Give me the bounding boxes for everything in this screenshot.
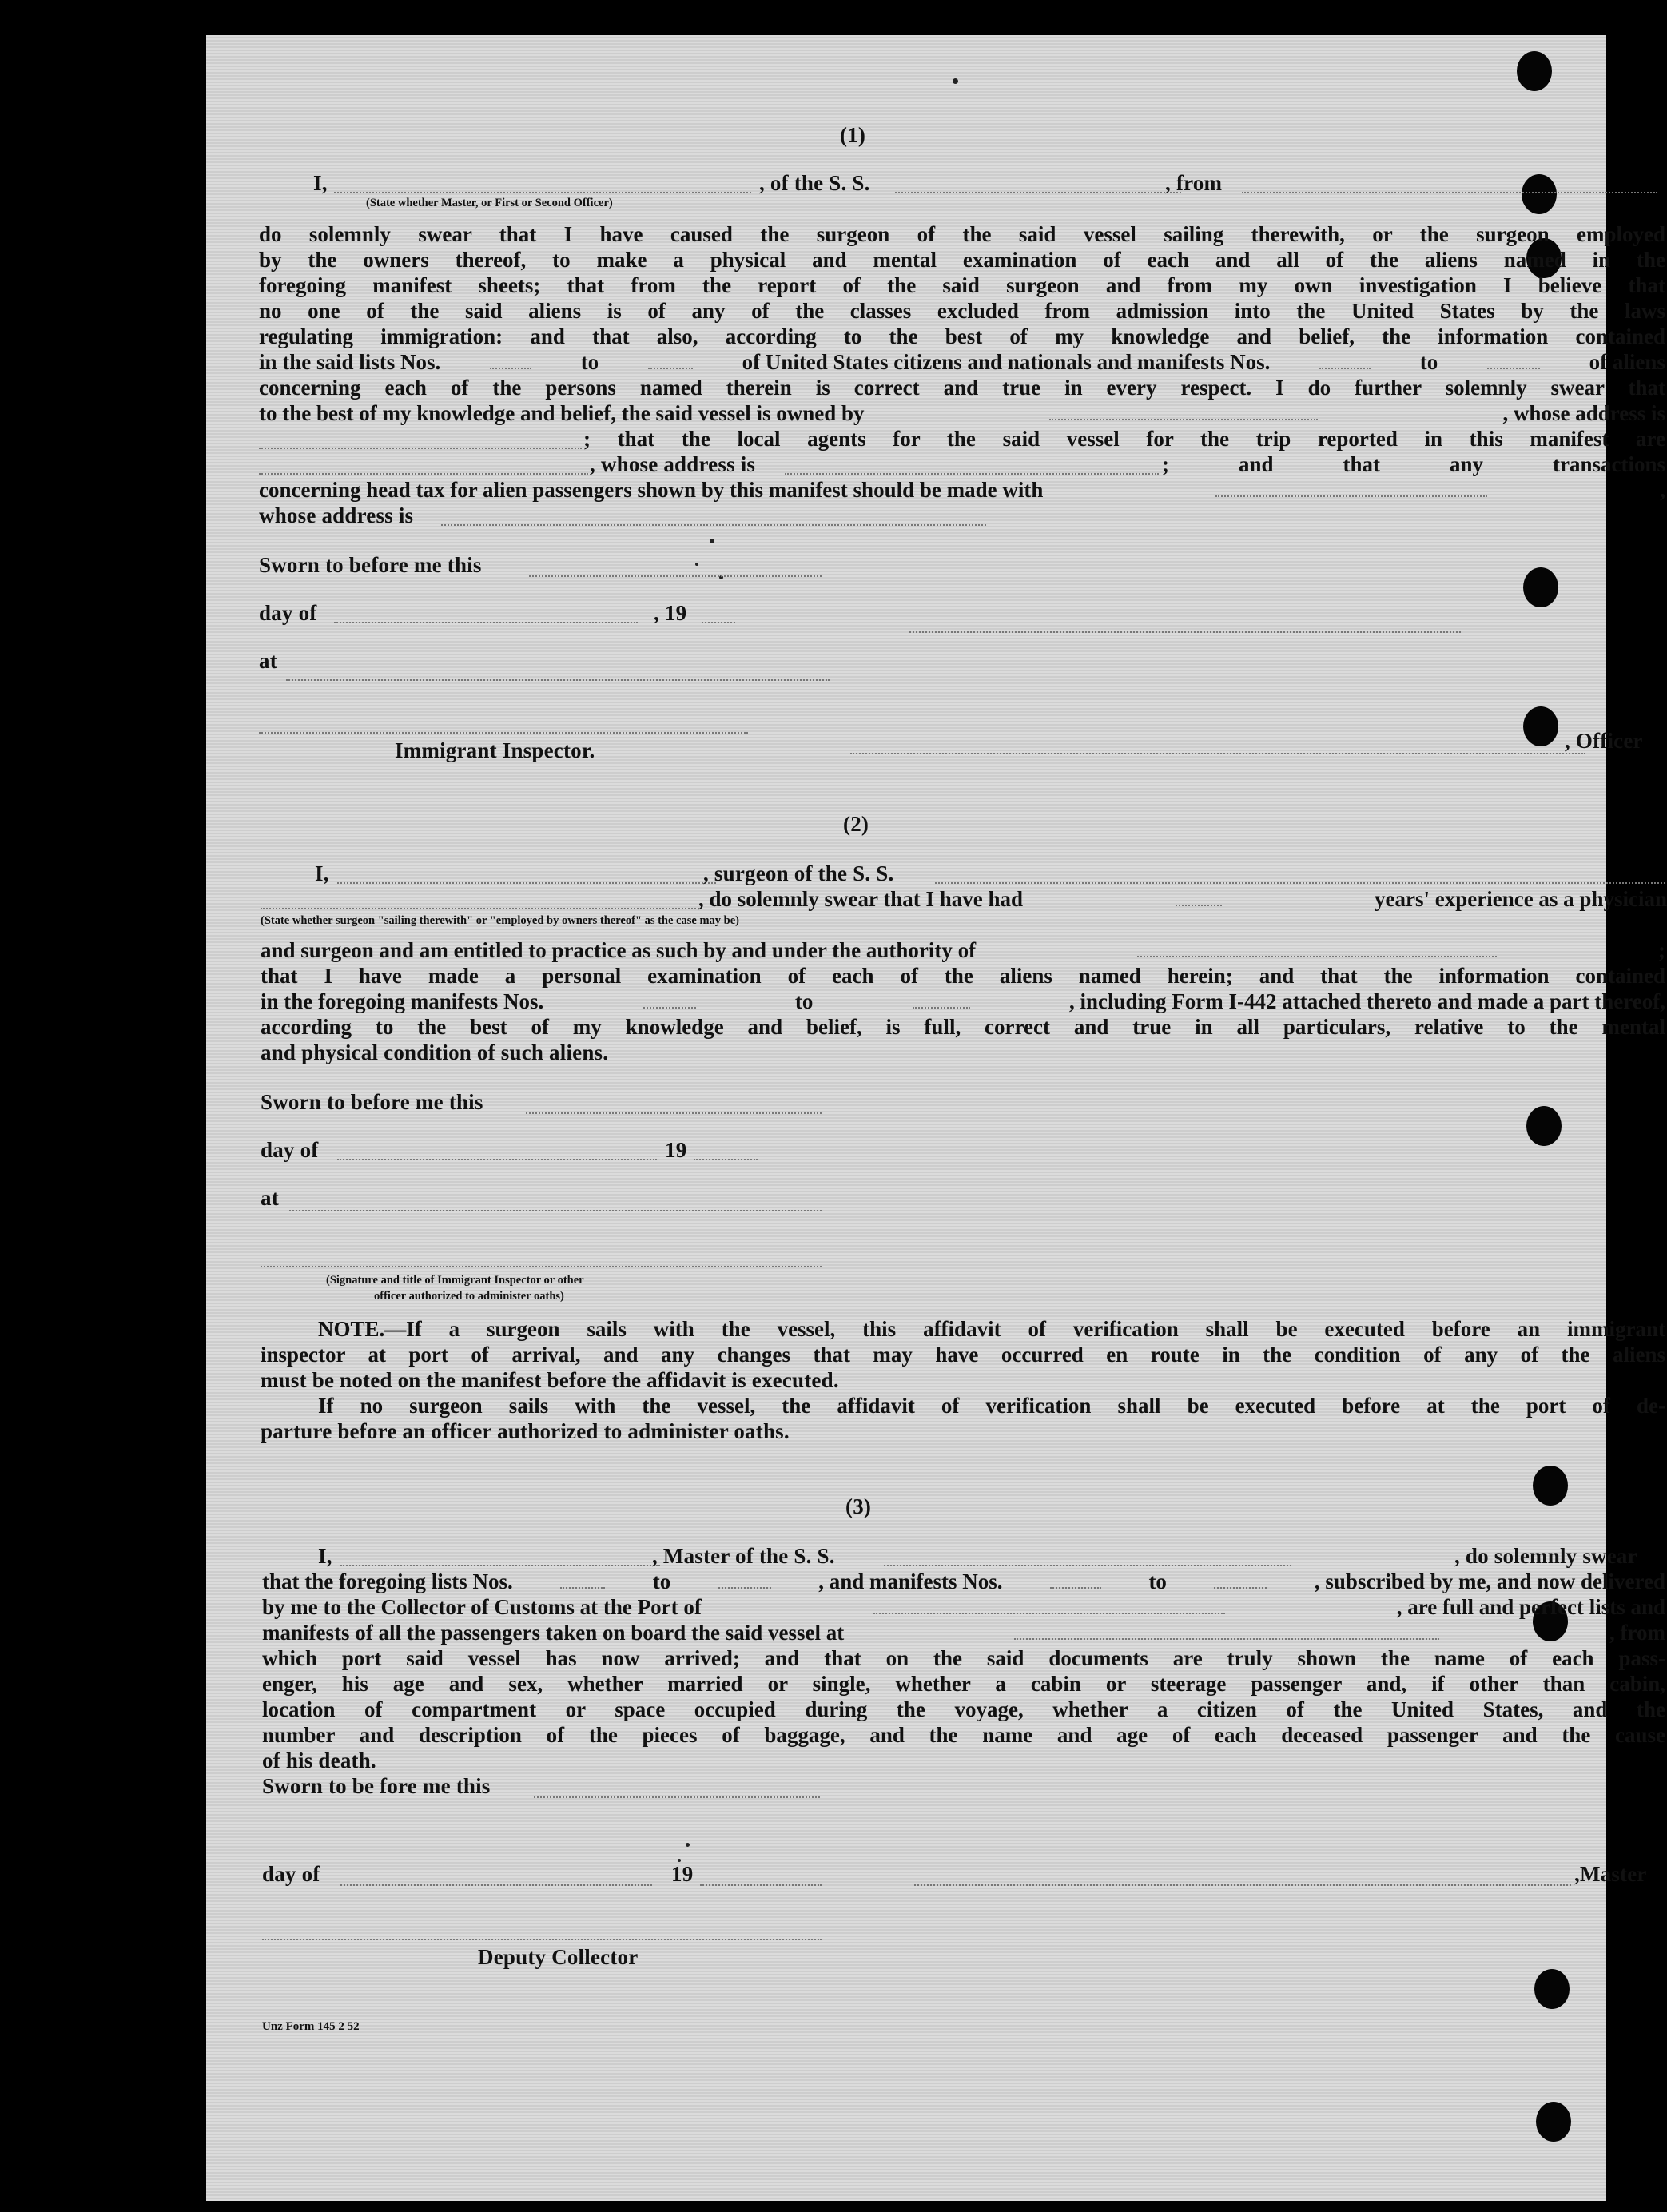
owner-address-field[interactable]	[259, 448, 582, 449]
s2-note-line: NOTE.—If a surgeon sails with the vessel, this affidavit of verification shall be executed before an immigrant	[318, 1317, 1665, 1341]
s3-sworn-date-field[interactable]	[534, 1796, 820, 1798]
s2-signature-caption: (Signature and title of Immigrant Inspector or other	[326, 1274, 584, 1287]
s2-para-line	[261, 938, 1665, 963]
s2-para-line	[261, 989, 1665, 1014]
s1-para-line: do solemnly swear that I have caused the surgeon of the said vessel sailing therewith, or the surgeon employed	[259, 222, 1665, 246]
s1-to2: to	[1419, 350, 1438, 374]
s2-manifests-to-field[interactable]	[913, 989, 970, 1009]
head-tax-field[interactable]	[1215, 478, 1487, 497]
s1-para-line: no one of the said aliens is of any of the classes excluded from admission into the United States by the laws	[259, 299, 1665, 323]
s3-from: , from	[1609, 1621, 1665, 1645]
s1-immigrant-inspector: Immigrant Inspector.	[395, 738, 595, 762]
s3-deputy-collector: Deputy Collector	[478, 1945, 639, 1969]
section-1-number: (1)	[840, 123, 866, 147]
section-3-number: (3)	[845, 1494, 872, 1518]
s2-sworn-date-field[interactable]	[526, 1112, 822, 1114]
s1-officer-signature-field[interactable]	[850, 753, 1585, 754]
s2-form-i442: , including Form I-442 attached thereto and made a part thereof,	[1069, 989, 1665, 1013]
s3-year: 19	[671, 1862, 694, 1886]
authority-field[interactable]	[1137, 938, 1497, 957]
s1-day-field[interactable]	[334, 622, 638, 623]
s3-para-line	[262, 1621, 1665, 1645]
head-tax-address-field[interactable]	[441, 524, 986, 526]
s1-note: (State whether Master, or First or Second Officer)	[366, 197, 613, 209]
s1-para-line: regulating immigration: and that also, according to the best of my knowledge and belief, the information contained	[259, 324, 1665, 348]
s3-solemnly-swear: , do solemnly swear	[1454, 1544, 1637, 1568]
punch-hole	[1523, 706, 1558, 746]
s1-para-line: concerning each of the persons named therein is correct and true in every respect. I do further solemnly swear that	[259, 376, 1665, 400]
s1-agents-address-label: , whose address is	[590, 452, 756, 476]
s2-para-line-last: and physical condition of such aliens.	[261, 1040, 609, 1064]
s3-to2: to	[1148, 1569, 1167, 1593]
s3-day-field[interactable]	[340, 1884, 652, 1886]
s3-year-field[interactable]	[700, 1884, 822, 1886]
s1-comma: ,	[1660, 478, 1665, 502]
s2-note-line: If no surgeon sails with the vessel, the affidavit of verification shall be executed before at the port of de-	[318, 1394, 1665, 1418]
s3-manifests-to-field[interactable]	[1214, 1569, 1267, 1589]
s2-day-field[interactable]	[337, 1159, 657, 1160]
s2-semicolon: ;	[1657, 938, 1665, 962]
punch-hole	[1526, 1106, 1562, 1146]
boarding-port-field[interactable]	[1014, 1621, 1439, 1640]
lists-to-field[interactable]	[648, 350, 693, 369]
s1-day-of: day of	[259, 601, 317, 625]
s2-at: at	[261, 1186, 279, 1210]
punch-hole	[1536, 2102, 1571, 2142]
s3-to: to	[652, 1569, 671, 1593]
officer-name-field[interactable]	[334, 192, 751, 193]
punch-hole	[1534, 1969, 1570, 2009]
s1-year-field[interactable]	[702, 622, 735, 623]
surgeon-name-field[interactable]	[337, 882, 716, 884]
s3-master-signature-field[interactable]	[914, 1884, 1571, 1886]
s3-para-line: which port said vessel has now arrived; and that on the said documents are truly shown the name of each pass-	[262, 1646, 1665, 1670]
port-field[interactable]	[873, 1595, 1225, 1614]
s2-at-field[interactable]	[289, 1210, 822, 1211]
s3-lists-from-field[interactable]	[560, 1569, 605, 1589]
s2-i: I,	[315, 861, 329, 885]
s3-para-line: number and description of the pieces of baggage, and the name and age of each deceased passenger and the cause	[262, 1723, 1665, 1747]
s1-of-aliens: of aliens	[1589, 350, 1665, 374]
s1-inspector-signature-field[interactable]	[259, 732, 748, 734]
s3-sworn: Sworn to be fore me this	[262, 1774, 491, 1798]
s2-vessel-field[interactable]	[935, 882, 1665, 884]
s3-full-perfect: , are full and perfect lists and	[1396, 1595, 1665, 1619]
s2-year: 19	[665, 1138, 687, 1162]
s3-para-line-last: of his death.	[262, 1749, 376, 1772]
s2-years: years' experience as a physician	[1375, 887, 1667, 911]
s1-officer: , Officer	[1565, 729, 1643, 753]
s3-manifests-from-field[interactable]	[1050, 1569, 1101, 1589]
lists-from-field[interactable]	[490, 350, 531, 369]
s1-sworn: Sworn to before me this	[259, 553, 482, 577]
surgeon-status-field[interactable]	[261, 908, 702, 909]
s1-at-field[interactable]	[286, 679, 830, 681]
owner-field[interactable]	[1049, 401, 1318, 420]
s3-master: ,Master	[1574, 1862, 1647, 1886]
s1-whose-address-2: whose address is	[259, 503, 414, 527]
s1-us-citizens: of United States citizens and nationals and manifests Nos.	[742, 350, 1271, 374]
manifests-to-field[interactable]	[1487, 350, 1540, 369]
agents-address-field[interactable]	[785, 473, 1159, 475]
s1-owned-by: to the best of my knowledge and belief, the said vessel is owned by	[259, 401, 865, 425]
s2-note-line: must be noted on the manifest before the affidavit is executed.	[261, 1368, 839, 1392]
s2-sworn: Sworn to before me this	[261, 1090, 483, 1114]
s2-manifests-from-field[interactable]	[643, 989, 696, 1009]
s3-lists-to-field[interactable]	[718, 1569, 771, 1589]
ink-speck	[695, 563, 698, 566]
s3-i: I,	[318, 1544, 332, 1568]
s2-note: (State whether surgeon "sailing therewith" or "employed by owners thereof" as the case may be)	[261, 914, 739, 927]
s3-manifests-nos: , and manifests Nos.	[818, 1569, 1003, 1593]
s1-of-ss: , of the S. S.	[759, 171, 870, 195]
s2-day-of: day of	[261, 1138, 319, 1162]
s1-para-line: foregoing manifest sheets; that from the report of the said surgeon and from my own investigation I believe that	[259, 273, 1665, 297]
s1-head-tax: concerning head tax for alien passengers shown by this manifest should be made with	[259, 478, 1044, 502]
s2-para-line: that I have made a personal examination of each of the aliens named herein; and that the information contained	[261, 964, 1665, 988]
s3-taken-on-board: manifests of all the passengers taken on board the said vessel at	[262, 1621, 845, 1645]
s3-para-line	[262, 1569, 1665, 1594]
s2-note-line: parture before an officer authorized to administer oaths.	[261, 1419, 790, 1443]
s2-signature-caption-2: officer authorized to administer oaths)	[374, 1290, 564, 1303]
s1-para-line	[259, 350, 1665, 375]
s2-signature-field[interactable]	[261, 1266, 822, 1267]
s1-local-agents: ; that the local agents for the said vessel for the trip reported in this manifest are	[583, 427, 1665, 451]
ink-speck	[710, 539, 714, 543]
years-field[interactable]	[1176, 887, 1222, 906]
manifests-from-field[interactable]	[1319, 350, 1371, 369]
agents-field[interactable]	[259, 473, 588, 475]
s2-manifests-nos: in the foregoing manifests Nos.	[261, 989, 544, 1013]
vessel-name-field[interactable]	[895, 192, 1181, 193]
s1-para-line: by the owners thereof, to make a physical and mental examination of each and all of the aliens named in the	[259, 248, 1665, 272]
s1-whose-address: , whose address is	[1502, 401, 1665, 425]
s1-sworn-date-field[interactable]	[529, 575, 822, 577]
punch-hole	[1533, 1466, 1568, 1506]
s3-para-line: location of compartment or space occupied during the voyage, whether a citizen of the United States, and the	[262, 1697, 1665, 1721]
s3-day-of: day of	[262, 1862, 320, 1886]
s1-year: , 19	[654, 601, 687, 625]
master-name-field[interactable]	[340, 1565, 660, 1566]
s1-transactions: ; and that any transactions	[1162, 452, 1665, 476]
punch-hole	[1517, 51, 1552, 91]
s3-master-of-ss: , Master of the S. S.	[652, 1544, 835, 1568]
s1-from: , from	[1165, 171, 1223, 195]
punch-hole	[1523, 567, 1558, 607]
s1-i: I,	[313, 171, 328, 195]
s3-para-line: enger, his age and sex, whether married or single, whether a cabin or steerage passenger and, if other than cabin,	[262, 1672, 1665, 1696]
ink-speck	[686, 1843, 690, 1847]
s3-subscribed: , subscribed by me, and now delivered	[1314, 1569, 1665, 1593]
s1-para-line	[259, 478, 1665, 503]
s2-authority: and surgeon and am entitled to practice as such by and under the authority of	[261, 938, 977, 962]
section-2-number: (2)	[843, 812, 869, 836]
s1-signature-field[interactable]	[909, 631, 1461, 633]
s3-lists-nos: that the foregoing lists Nos.	[262, 1569, 513, 1593]
s1-to: to	[580, 350, 599, 374]
s2-surgeon-of-ss: , surgeon of the S. S.	[703, 861, 894, 885]
form-number-footer: Unz Form 145 2 52	[262, 2020, 360, 2033]
s2-sworn-had: , do solemnly swear that I have had	[698, 887, 1024, 911]
s2-year-field[interactable]	[694, 1159, 758, 1160]
s2-note-line: inspector at port of arrival, and any changes that may have occurred en route in the condition of any of the aliens	[261, 1343, 1665, 1367]
s3-para-line	[262, 1595, 1665, 1620]
s3-collector-signature-field[interactable]	[262, 1939, 822, 1940]
s1-para-line	[259, 401, 1665, 426]
punch-hole	[1522, 174, 1557, 214]
s1-lists-nos: in the said lists Nos.	[259, 350, 441, 374]
s2-para-line: according to the best of my knowledge and belief, is full, correct and true in all particulars, relative to the mental	[261, 1015, 1665, 1039]
s3-collector: by me to the Collector of Customs at the Port of	[262, 1595, 702, 1619]
from-port-field[interactable]	[1242, 192, 1657, 193]
form-page	[206, 35, 1667, 2201]
s3-vessel-field[interactable]	[884, 1565, 1291, 1566]
s1-at: at	[259, 649, 277, 673]
s2-to: to	[794, 989, 814, 1013]
s2-line-2	[698, 887, 1667, 912]
ink-speck	[953, 78, 958, 84]
